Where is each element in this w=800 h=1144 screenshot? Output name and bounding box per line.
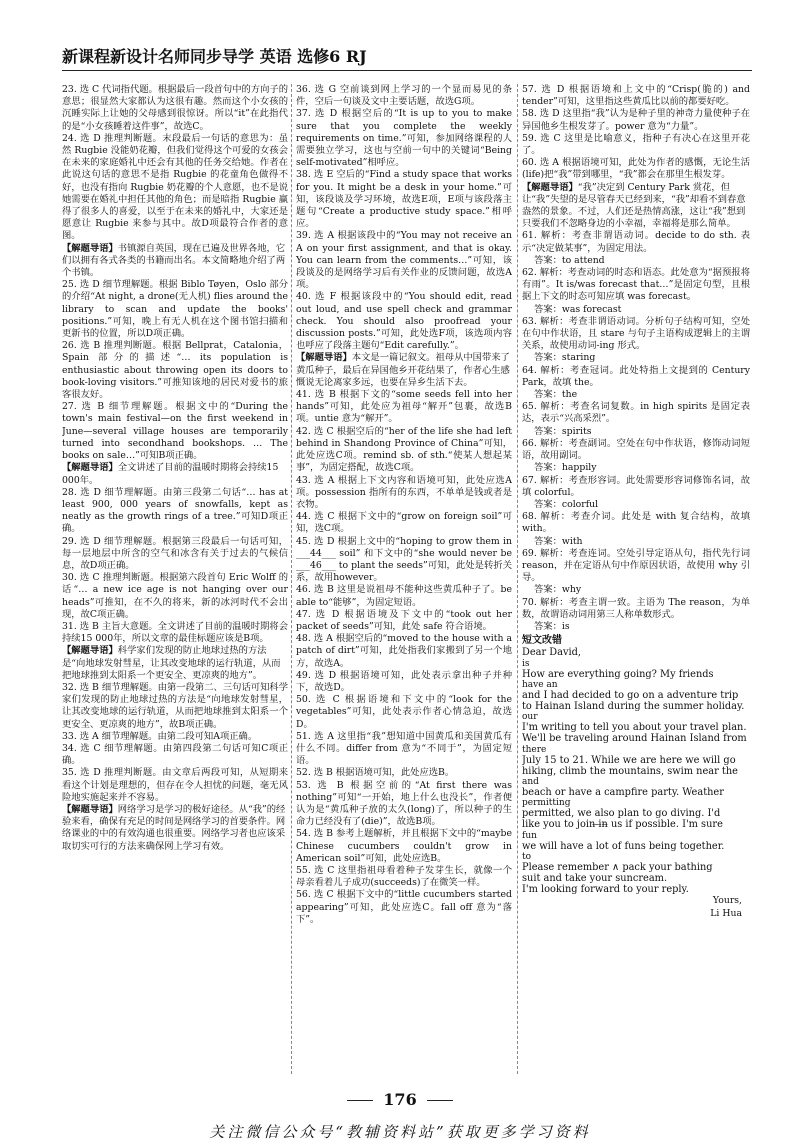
explanation-item: 50. 选 C 根据语境和下文中的“look for the vegetables”可知，此处表示作者心情急迫，故选D。 [296, 694, 512, 730]
explanation-item: 31. 选 B 主旨大意题。全文讲述了目前的温暖时期将会持续15 000年，所以文章的最佳标题应该是B项。 [62, 620, 288, 645]
explanation-item: 27. 选 B 细节理解题。根据文中的“During the town's main festival—on the first weekend in June—several village houses are temporarily turned into secondhand bookshops. … The books on sale…”可知B项正确。 [62, 401, 288, 462]
letter-line: Dear David, [522, 647, 582, 659]
explanation-item: 29. 选 D 细节理解题。根据第三段最后一句话可知，每一层地层中所含的空气和冰含有关于过去的气候信息，故D项正确。 [62, 535, 288, 571]
answer-line: 答案：to attend [534, 254, 605, 266]
correction-mark: there [522, 744, 547, 755]
correction-section-title: 短文改错 [522, 635, 562, 647]
answer-line: 答案：colorful [534, 498, 599, 510]
explanation-item: 30. 选 C 推理判断题。根据第六段首句 Eric Wolff 的话“… a new ice age is not hanging over our heads”可推知，在不久的将来，新的冰河时代不会出现，故C项正确。 [62, 572, 288, 620]
answer-line: 答案：was forecast [534, 303, 622, 315]
explanation-item: 62. 解析：考查动词的时态和语态。此处意为“据预报将有雨”。It is/was forecast that…”是固定句型，且根据上下文的时态可知应填 was forecast。 [522, 267, 750, 303]
explanation-item: 58. 选 D 这里指“我”认为是种子里的神奇力量使种子在异国他乡生根发芽了。power 意为“力量”。 [522, 108, 750, 132]
column-middle [296, 84, 512, 1074]
solution-guide [62, 804, 288, 853]
explanation-item: 35. 选 D 推理判断题。由文章后两段可知，从短期来看这个计划是理想的，但存在令人担忧的问题，毫无风险地实施起来并不容易。 [62, 767, 288, 803]
dash-left [347, 1100, 373, 1101]
column-divider [291, 84, 292, 1074]
letter-line: We'll be traveling around Hainan Island from [522, 733, 747, 745]
letter-line: hiking, climb the mountains, swim near the [522, 765, 738, 777]
explanation-item: 52. 选 B 根据语境可知，此处应选B。 [296, 767, 455, 779]
explanation-item: 51. 选 A 这里指“我”想知道中国黄瓜和美国黄瓜有什么不同。differ from 意为“不同于”，为固定短语。 [296, 730, 512, 767]
guide-label: 【解题导语】 [522, 181, 578, 193]
footer-note: 关注微信公众号“教辅资料站”获取更多学习资料 [209, 1123, 591, 1141]
explanation-item: 70. 解析：考查主谓一致。主语为 The reason，为单数，故谓语动词用第三人称单数形式。 [522, 596, 750, 620]
page-number-block [0, 1090, 800, 1109]
letter-line: we will have a lot of funs being together. [522, 840, 725, 852]
correction-letter [522, 647, 750, 895]
answer-line: 答案：happily [534, 462, 597, 474]
explanation-item: 40. 选 F 根据该段中的“You should edit, read out loud, and use spell check and grammar check. You should also proofread your discussion posts.”可知，此处选F项，该选项内容也呼应了段落主题句“Edit carefully.”。 [296, 291, 512, 352]
explanation-item: 34. 选 C 细节理解题。由第四段第二句话可知C项正确。 [62, 742, 288, 767]
explanation-item: 37. 选 D 根据空后的“It is up to you to make sure that you complete the weekly requirements on time.”可知，参加网络课程的人需要独立学习，这也与空前一句中的关键词“Being self-motivated”相呼应。 [296, 108, 512, 169]
guide-text: 全文讲述了目前的温暖时期将会持续15 000年。 [62, 462, 279, 486]
correction-mark: to [522, 851, 532, 862]
answer-line: 答案：is [534, 620, 570, 632]
correction-mark: permitting [522, 798, 571, 809]
explanation-item: 32. 选 B 细节理解题。由第一段第二、三句话可知科学家们发现的防止地球过热的方法是“向地球发射彗星，让其改变地球的运行轨道，从而把地球推到太阳系一个更安全、更凉爽的地方”，故B项正确。 [62, 681, 288, 730]
explanation-item: 46. 选 B 这里是说祖母不能种这些黄瓜种子了。be able to“能够”，为固定短语。 [296, 584, 512, 608]
letter-line: to Hainan Island during the summer holiday. [522, 700, 745, 712]
explanation-item: 38. 选 E 空后的“Find a study space that works for you. It might be a desk in your home.”可知，该段谈及学习环境，故选E项，E项与该段落主题句“Create a productive study space.”相呼应。 [296, 169, 512, 230]
explanation-item: 61. 解析：考查非谓语动词。decide to do sth. 表示“决定做某事”，为固定用法。 [522, 230, 750, 254]
letter-line: permitted, we also plan to go diving. I'd [522, 808, 721, 820]
answer-columns [62, 84, 750, 1074]
guide-label: 【解题导语】 [296, 352, 352, 364]
dash-right [427, 1100, 453, 1101]
letter-closing: Yours, [712, 895, 742, 907]
letter-signature: Li Hua [710, 907, 742, 919]
answer-line: 答案：staring [534, 352, 596, 364]
correction-mark: our [522, 712, 538, 723]
solution-guide [62, 645, 288, 682]
solution-guide [62, 243, 288, 280]
correction-mark: have an [522, 679, 558, 690]
letter-line: and I had decided to go on a adventure trip [522, 689, 739, 701]
explanation-item: 68. 解析：考查介词。此处是 with 复合结构，故填 with。 [522, 511, 750, 535]
explanation-item: 67. 解析：考查形容词。此处需要形容词修饰名词，故填 colorful。 [522, 474, 750, 498]
explanation-item: 47. 选 D 根据语境及下文中的“took out her packet of seeds”可知，此处 safe 符合语境。 [296, 608, 512, 632]
answer-line: 答案：spirits [534, 425, 592, 437]
correction-mark: is [522, 658, 530, 669]
page-header [62, 44, 752, 68]
letter-line: like you to join ̶i̶n̶ us if possible. I'm sure [522, 819, 723, 831]
explanation-item: 39. 选 A 根据该段中的“You may not receive an A on your first assignment, and that is okay. You can learn from the comments…”可知，该段谈及的是网络学习后有关作业的反馈问题，故选A项。 [296, 230, 512, 291]
guide-text: 本文是一篇记叙文。祖母从中国带来了黄瓜种子，最后在异国他乡开花结果了，作者心生感慨说无论离家多远，也要在异乡生活下去。 [296, 352, 510, 388]
guide-label: 【解题导语】 [62, 242, 118, 254]
solution-guide [62, 462, 288, 486]
explanation-item: 23. 选 C 代词指代题。根据最后一段首句中的方向子的意思；很显然大家都认为这很有趣。然而这个小女孩的沉睡实际上让她的父母感到很惊讶。所以“it”在此指代的是“小女孩睡着这件事”，故选C。 [62, 84, 288, 132]
explanation-item: 57. 选 D 根据语境和上文中的“Crisp(脆的) and tender”可知，这里指这些黄瓜比以前的都要好吃。 [522, 84, 750, 108]
answer-line: 答案：with [534, 535, 583, 547]
solution-guide [522, 182, 750, 231]
header-rule [62, 70, 752, 71]
guide-text: 网络学习是学习的极好途径。从“我”的经验来看，确保有充足的时间是网络学习的首要条件。网络课业的中的有效沟通也很重要。网络学习者也应该采取切实可行的方法来确保网上学习有效。 [62, 803, 286, 852]
explanation-item: 56. 选 C 根据下文中的“little cucumbers started appearing”可知，此处应选C。fall off 意为“落下”。 [296, 889, 512, 925]
explanation-item: 55. 选 C 这里指祖母看着种子发芽生长，就像一个母亲看着儿子成功(succeeds)了在微笑一样。 [296, 865, 512, 889]
explanation-item: 49. 选 D 根据语境可知，此处表示拿出种子并种下，故选D。 [296, 669, 512, 693]
explanation-item: 42. 选 C 根据空后的“her of the life she had left behind in Shandong Province of China”可知，此处应选C项。remind sb. of sth.“使某人想起某事”，为固定搭配，故选C项。 [296, 425, 512, 474]
explanation-item: 41. 选 B 根据下文的“some seeds fell into her hands”可知，此处应为祖母“解开”包裹，故选B项。untie 意为“解开”。 [296, 389, 512, 425]
answer-list [522, 84, 750, 633]
letter-line: I'm writing to tell you about your travel plan. [522, 722, 747, 734]
explanation-item: 69. 解析：考查连词。空处引导定语从句，指代先行词 reason，并在定语从句中作原因状语，故使用 why 引导。 [522, 547, 750, 584]
explanation-item: 65. 解析：考查名词复数。in high spirits 是固定表达，表示“兴高采烈”。 [522, 401, 750, 425]
page-number: 176 [383, 1090, 417, 1109]
book-title: 新课程新设计名师同步导学 英语 选修6 RJ [62, 47, 367, 66]
guide-text: 科学家们发现的防止地球过热的方法是“向地球发射彗星，让其改变地球的运行轨道，从而把地球推到太阳系一个更安全、更凉爽的地方”。 [62, 645, 281, 681]
column-left [62, 84, 288, 1074]
explanation-item: 59. 选 C 这里是比喻意义，指种子有决心在这里开花了。 [522, 132, 750, 157]
explanation-item: 44. 选 C 根据下文中的“grow on foreign soil”可知，选C项。 [296, 511, 512, 535]
column-divider [517, 84, 518, 1074]
letter-line: July 15 to 21. While we are here we will go [522, 754, 736, 766]
column-right [522, 84, 750, 1074]
guide-label: 【解题导语】 [62, 803, 118, 815]
answer-line: 答案：why [534, 584, 582, 596]
guide-label: 【解题导语】 [62, 645, 118, 657]
guide-label: 【解题导语】 [62, 462, 118, 474]
explanation-item: 60. 选 A 根据语境可知，此处为作者的感慨，无论生活(life)把“我”带到哪里，“我”都会在那里生根发芽。 [522, 157, 750, 181]
letter-line: I'm looking forward to your reply. [522, 884, 689, 896]
correction-mark: and [522, 776, 539, 787]
explanation-item: 33. 选 A 细节理解题。由第二段可知A项正确。 [62, 730, 258, 742]
explanation-item: 24. 选 D 推理判断题。末段最后一句话的意思为：虽然 Rugbie 没能奶花瓣，但我们觉得这个可爱的女孩会在未来的家庭婚礼中还会有其他的任务交给她。作者在此说这句话的意思不是指 Rugbie 的花童角色做得不好，也没有指向 Rugbie 奶花瓣的个人意愿，也不是说她需要在婚礼中担任其他的角色；而是暗指 Rugbie 赢得了很多人的喜爱，以至于在未来的婚礼中，大家还是愿意让 Rugbie 来参与其中。故D项最符合作者的意图。 [62, 132, 288, 242]
letter-line: Please remember ∧ pack your bathing [522, 861, 713, 873]
explanation-item: 63. 解析：考查非谓语动词。分析句子结构可知，空处在句中作状语，且 stare 与句子主语构成逻辑上的主谓关系，故使用动词-ing 形式。 [522, 315, 750, 352]
explanation-item: 53. 选 B 根据空前的“At first there was nothing”可知“一开始，地上什么也没长”，作者便认为是“黄瓜种子放的太久(long)了，所以种子的生命力已经没有了(die)”，故选B项。 [296, 779, 512, 828]
guide-text: 书镇源自英国，现在已遍及世界各地，它们以拥有各式各类的书籍而出名。本文简略地介绍了两个书镇。 [62, 242, 286, 279]
letter-line: beach or have a campfire party. Weather [522, 786, 724, 798]
explanation-item: 54. 选 B 参考上题解析，并且根据下文中的“maybe Chinese cucumbers couldn't grow in American soil”可知，此处应选B。 [296, 828, 512, 864]
explanation-item: 48. 选 A 根据空后的“moved to the house with a patch of dirt”可知，此处指我们家搬到了另一个地方，故选A。 [296, 633, 512, 669]
explanation-item: 66. 解析：考查副词。空处在句中作状语，修饰动词短语，故用副词。 [522, 437, 750, 462]
explanation-item: 43. 选 A 根据上下文内容和语境可知，此处应选A项。possession 指所有的东西，不单单是钱或者是衣物。 [296, 474, 512, 510]
solution-guide [296, 352, 512, 389]
answer-line: 答案：the [534, 389, 578, 401]
explanation-item: 25. 选 D 细节理解题。根据 Biblo Tøyen，Oslo 部分的介绍“At night, a drone(无人机) flies around the library to scan and update the books' positions.”可知，晚上有无人机在这个图书馆扫描和更新书的位置，所以D项正确。 [62, 279, 288, 340]
explanation-item: 64. 解析：考查冠词。此处特指上文提到的 Century Park，故填 the。 [522, 364, 750, 388]
guide-text: “我”决定到 Century Park 赏花，但让“我”失望的是尽管春天已经到来，“我”却看不到春意盎然的景象。不过，人们还是热情高涨，这让“我”想到只要我们不忽略身边的小幸福，幸福将是那么简单。 [522, 181, 746, 230]
explanation-item: 28. 选 D 细节理解题。由第三段第二句话“… has at least 900, 000 years of snowfalls, kept as neatly as the growth rings of a tree.”可知D项正确。 [62, 486, 288, 535]
letter-line: How are everything going? My friends [522, 668, 714, 680]
letter-line: suit and take your suncream. [522, 872, 668, 884]
explanation-item: 45. 选 D 根据上文中的“hoping to grow them in ___44___ soil” 和下文中的“she would never be ___46___ to plant the seeds”可知，此处是转折关系，故用however。 [296, 535, 512, 584]
explanation-item: 26. 选 B 推理判断题。根据 Bellprat，Catalonia，Spain 部分的描述“… its population is enthusiastic about throwing open its doors to book-loving visitors.”可推知该地的居民对爱书的旅客很友好。 [62, 340, 288, 401]
correction-mark: fun [522, 830, 537, 841]
explanation-item: 36. 选 G 空前谈到网上学习的一个显而易见的条件，空后一句谈及文中主要话题，故选G项。 [296, 84, 512, 108]
